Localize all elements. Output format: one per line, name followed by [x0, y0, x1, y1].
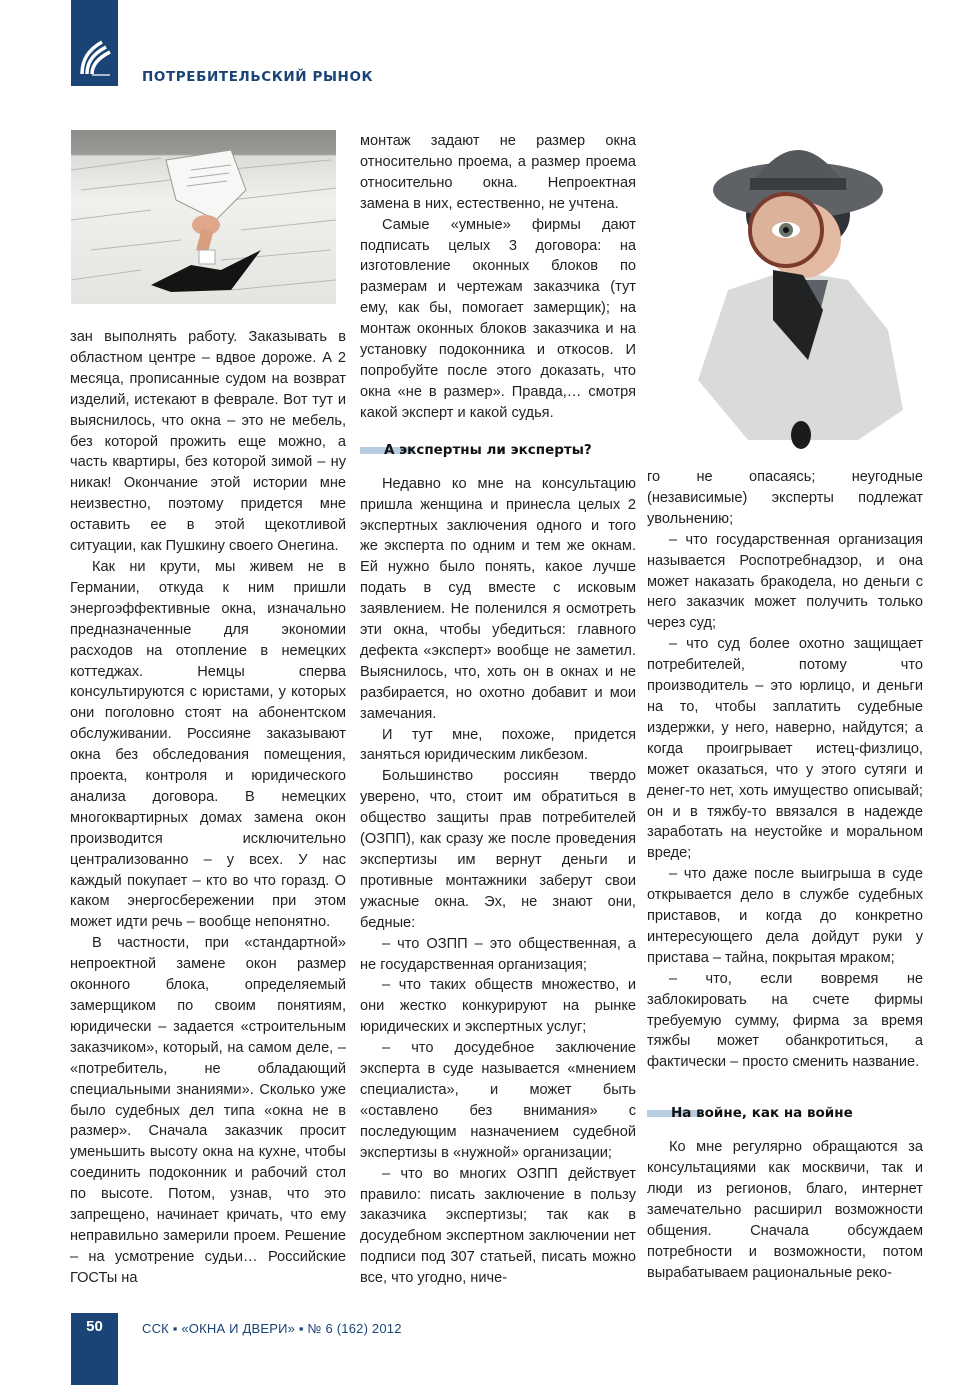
subheading-text: А экспертны ли эксперты?: [384, 441, 592, 458]
article-column-1: [70, 327, 346, 1289]
paragraph: Самые «умные» фирмы дают подписать целых 3 договора: на изготовление оконных блоков по размерам и чертежам заказчика (тут ему, как бы, помогает замерщик); на монтаж оконных блоков заказчика и на установку подоконника и откосов. И попробуйте после этого доказать, что окна «не в размер». Правда,… смотря какой эксперт и какой судья.: [360, 216, 636, 421]
paragraph: Большинство россиян твердо уверено, что, стоит им обратиться в общество защиты прав потребителей (ОЗПП), как сразу же после проведения экспертизы им вернут деньги и противные монтажники заберут свои ужасные окна. Эх, не знают они, бедные:: [360, 768, 636, 931]
publication-info: ССК ▪ «ОКНА И ДВЕРИ» ▪ № 6 (162) 2012: [142, 1321, 402, 1336]
list-item: – что даже после выигрыша в суде открывается дело в службе судебных приставов, и когда до конкретно интересующего дела дойдут руки у пристава – тайна, покрытая мраком;: [647, 866, 923, 966]
list-item: – что досудебное заключение эксперта в суде называется «мнением специалиста», и может быть «оставлено без внимания» с последующим назначением судебной экспертизы в «нужной» организации;: [360, 1040, 636, 1161]
list-item: – что государственная организация называется Роспотребнадзор, и она может наказать бракодела, но деньги с него заказчик может получить только через суд;: [647, 531, 923, 632]
paragraph: В частности, при «стандартной» непроектной замене окон размер оконного блока, определяемый замерщиком по своим понятиям, юридически – задается «строительным заказчиком», который, на самом деле, – «потребитель, не обладающий специальными знаниями». Сколько уже было судебных дел типа «окна не в размер». Сначала заказчик просит уменьшить высоту окна на кухне, чтобы соединить подоконник и рабочий стол по высоте. Потом, узнав, что это запрещено, начинает кричать, что ему неправильно замерили проем. Решение – на усмотрение судьи… Российские ГОСТы на: [70, 935, 346, 1286]
page-number: 50: [86, 1318, 103, 1335]
list-item: – что во многих ОЗПП действует правило: писать заключение в пользу заказчика экспертизы; так как в досудебном экспертном заключении нет подписи под 307 статьей, писать можно все, что угодно, ниче-: [360, 1165, 636, 1287]
subheading-experts: [360, 440, 636, 462]
section-title: ПОТРЕБИТЕЛЬСКИЙ РЫНОК: [142, 69, 374, 85]
papers-photo: [71, 130, 336, 304]
paragraph: монтаж задают не размер окна относительно проема, а размер проема относительно окна. Непроектная замена в них, естественно, не учтена.: [360, 133, 636, 212]
list-item: – что суд более охотно защищает потребителей, потому что производитель – это юрлицо, и деньги на то, чтобы заплатить судебные издержки, у него, наверно, найдутся; а когда проигрывает истец-физлицо, может оказаться, что у этого сутяги и денег-то нет, хоть имущество описывай; он и в тяжбу-то ввязался в надежде заработать на неустойке и моральном вреде;: [647, 636, 923, 862]
paragraph: Недавно ко мне на консультацию пришла женщина и принесла целых 2 экспертных заключения одного и того же эксперта по одним и тем же окнам. Ей нужно было понять, какое лучше подать в суд вместе с исковым заявлением. Не поленился я осмотреть эти окна, чтобы убедиться: главного дефекта «эксперт» вообще не заметил. Выяснилось, что, хоть он в окнах и не разбирается, но охотно добавит и мои замечания.: [360, 475, 636, 722]
subheading-text: На войне, как на войне: [671, 1105, 853, 1122]
paragraph: зан выполнять работу. Заказывать в областном центре – вдвое дороже. А 2 месяца, прописанные судом на возврат изделий, истекают в феврале. Вот тут и выяснилось, что окна – это не мебель, без которой прожить еще можно, а часть квартиры, без которой зимой – ну никак! Окончание этой истории мне неизвестно, поэтому придется мне оставить ее в этой щекотливой ситуации, как Пушкину своего Онегина.: [70, 329, 346, 555]
paragraph: И тут мне, похоже, придется заняться юридическим ликбезом.: [360, 726, 636, 764]
subheading-war: [647, 1103, 923, 1125]
detective-photo: [668, 130, 928, 455]
list-item: го не опасаясь; неугодные (независимые) эксперты подлежат увольнению;: [647, 469, 923, 527]
paragraph: Ко мне регулярно обращаются за консультациями как москвичи, так и люди из регионов, благо, интернет замечательно расширил возможности общения. Сначала обсуждаем потребности и возможности, потом вырабатываем рациональные реко-: [647, 1139, 923, 1281]
article-column-3: [647, 467, 923, 1284]
list-item: – что, если вовремя не заблокировать на счете фирмы требуемую сумму, фирма за время тяжбы может обанкротиться, а фактически – просто сменить название.: [647, 970, 923, 1071]
list-item: – что ОЗПП – это общественная, а не государственная организация;: [360, 935, 636, 973]
paragraph: Как ни крути, мы живем не в Германии, откуда к ним пришли энергоэффективные окна, изначально предназначенные для экономии расходов на отопление в немецких коттеджах. Немцы сперва консультируются с юристами, у которых они поголовно стоят на абонентском обслуживании. Россияне заказывают окна без обследования помещения, проекта, контроля и юридического анализа договора. В немецких многоквартирных домах замена окон производится исключительно централизованно – у всех. У нас каждый покупает – кто во что горазд. О каком энергосбережении при этом может идти речь – вообще непонятно.: [70, 558, 346, 931]
magazine-logo-icon: [78, 30, 112, 78]
article-column-2: [360, 131, 636, 1289]
list-item: – что таких обществ множество, и они жестко конкурируют на рынке юридических и экспертных услуг;: [360, 977, 636, 1036]
